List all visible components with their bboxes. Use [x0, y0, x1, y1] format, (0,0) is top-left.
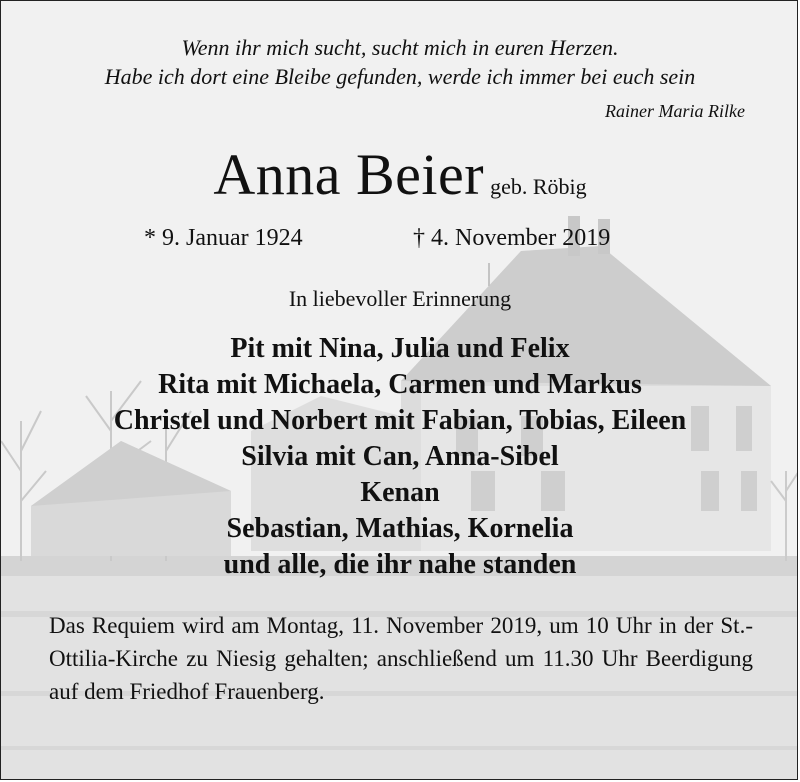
mourner-line: Sebastian, Mathias, Kornelia — [226, 513, 574, 544]
quote-line-1: Wenn ihr mich sucht, sucht mich in euren Herzen. — [181, 35, 619, 60]
quote-author: Rainer Maria Rilke — [605, 101, 745, 121]
mourner-line: und alle, die ihr nahe standen — [223, 549, 577, 580]
mourner-line: Christel und Norbert mit Fabian, Tobias, Eileen — [113, 405, 687, 436]
mourner-line: Kenan — [360, 477, 440, 508]
mourner-line: Pit mit Nina, Julia und Felix — [230, 333, 570, 364]
deceased-name: Anna Beier — [213, 142, 485, 207]
service-details: Das Requiem wird am Montag, 11. November 2019, um 10 Uhr in der St.-Ottilia-Kirche zu Niesig gehalten; anschließend um 11.30 Uhr Beerdigung auf dem Friedhof Frauenberg. — [49, 613, 753, 704]
maiden-name: geb. Röbig — [490, 174, 587, 199]
birth-date: * 9. Januar 1924 — [144, 225, 303, 251]
mourner-line: Rita mit Michaela, Carmen und Markus — [158, 369, 642, 400]
death-date: † 4. November 2019 — [413, 225, 611, 251]
mourners-list — [1, 331, 798, 583]
deceased-name-row — [1, 141, 798, 208]
quote-line-2: Habe ich dort eine Bleibe gefunden, werde ich immer bei euch sein — [104, 64, 696, 89]
memory-line: In liebevoller Erinnerung — [288, 286, 512, 311]
notice-content — [1, 1, 798, 780]
mourner-line: Silvia mit Can, Anna-Sibel — [241, 441, 559, 472]
